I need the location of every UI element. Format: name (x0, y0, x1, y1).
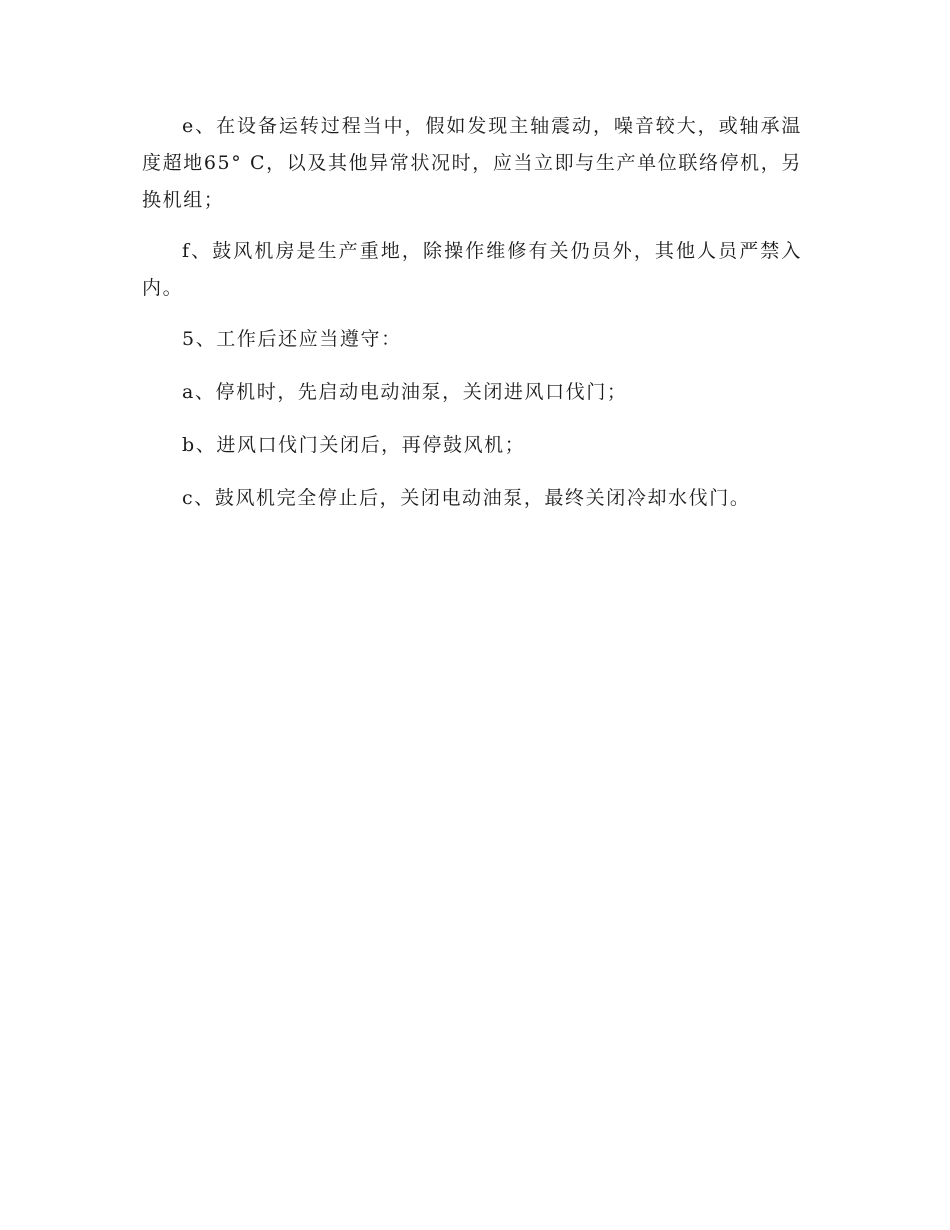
paragraph-f: f、鼓风机房是生产重地，除操作维修有关仍员外，其他人员严禁入内。 (142, 240, 802, 299)
document-body (142, 108, 802, 517)
paragraph-c: c、鼓风机完全停止后，关闭电动油泵，最终关闭冷却水伐门。 (182, 487, 751, 509)
paragraph-5-heading: 5、工作后还应当遵守： (182, 328, 402, 350)
paragraph-b: b、进风口伐门关闭后，再停鼓风机； (182, 434, 526, 456)
paragraph-e: e、在设备运转过程当中，假如发现主轴震动，噪音较大，或轴承温度超地65° C，以及其他异常状况时，应当立即与生产单位联络停机，另换机组； (142, 115, 802, 211)
paragraph-a: a、停机时，先启动电动油泵，关闭进风口伐门； (182, 381, 628, 403)
